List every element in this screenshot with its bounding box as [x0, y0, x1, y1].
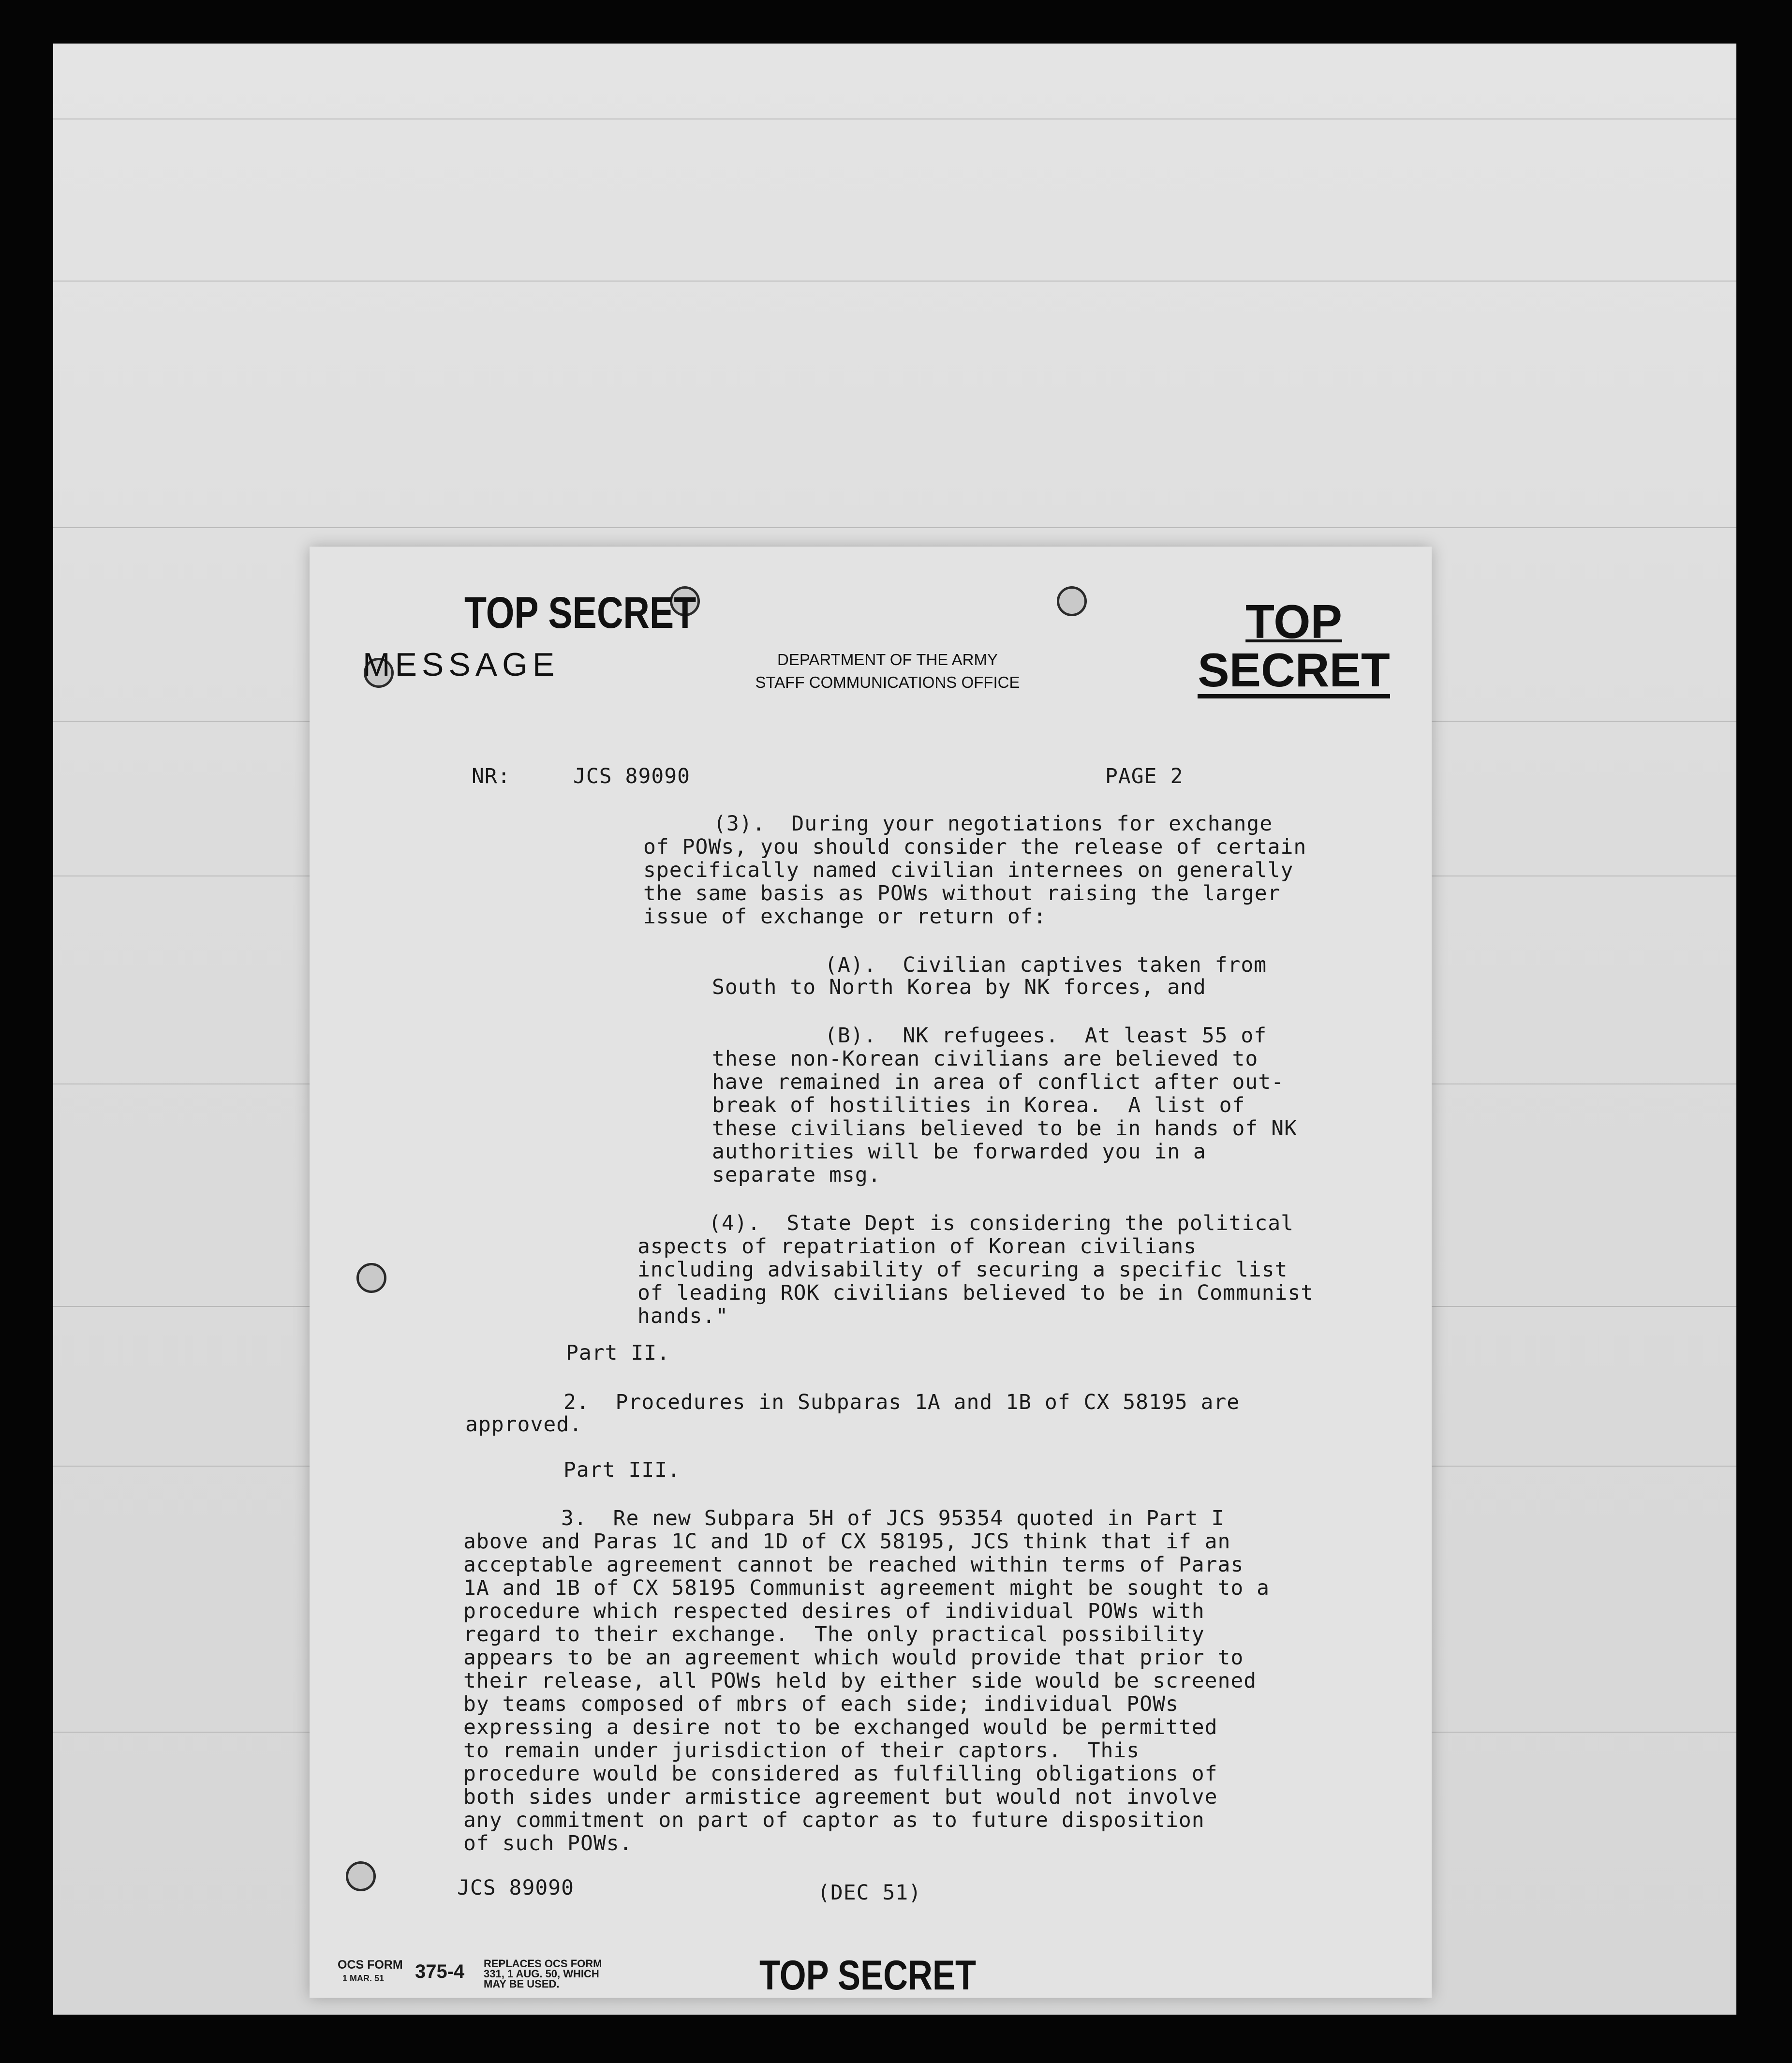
punch-hole: [1057, 586, 1087, 616]
department-name: DEPARTMENT OF THE ARMY: [777, 651, 998, 668]
form-replaces-note: [484, 1959, 602, 1989]
stamp-line-2: SECRET: [1198, 646, 1390, 698]
text-line: separate msg.: [712, 1163, 881, 1187]
text-line: any commitment on part of captor as to future disposition: [463, 1808, 1205, 1832]
text-line: by teams composed of mbrs of each side; individual POWs: [463, 1692, 1179, 1716]
nr-label: NR:: [472, 764, 511, 788]
classification-footer: TOP SECRET: [759, 1952, 977, 1999]
footer-date: (DEC 51): [817, 1881, 922, 1905]
text-line: South to North Korea by NK forces, and: [712, 975, 1206, 999]
text-line: procedure which respected desires of individual POWs with: [463, 1599, 1205, 1623]
classification-stamp: [1175, 597, 1412, 698]
part-heading: Part III.: [563, 1458, 681, 1482]
text-line: these non-Korean civilians are believed to: [712, 1047, 1259, 1071]
text-line: specifically named civilian internees on generally: [643, 858, 1294, 882]
text-line: (3). During your negotiations for exchange: [713, 812, 1273, 836]
text-line: break of hostilities in Korea. A list of: [712, 1093, 1245, 1117]
message-label: MESSAGE: [363, 646, 560, 683]
classification-header: TOP SECRET: [464, 588, 696, 638]
text-line: authorities will be forwarded you in a: [712, 1140, 1206, 1164]
text-line: to remain under jurisdiction of their captors. This: [463, 1738, 1140, 1763]
text-line: both sides under armistice agreement but would not involve: [463, 1785, 1218, 1809]
part-heading: Part II.: [566, 1341, 670, 1365]
text-line: of leading ROK civilians believed to be in Communist: [637, 1281, 1314, 1305]
text-line: of POWs, you should consider the release of certain: [643, 835, 1307, 859]
text-line: approved.: [465, 1412, 582, 1437]
text-line: aspects of repatriation of Korean civilians: [637, 1234, 1197, 1259]
text-line: above and Paras 1C and 1D of CX 58195, JCS think that if an: [463, 1529, 1231, 1554]
form-number: 375-4: [415, 1961, 465, 1982]
text-line: (A). Civilian captives taken from: [825, 953, 1267, 977]
text-line: appears to be an agreement which would provide that prior to: [463, 1646, 1244, 1670]
text-line: the same basis as POWs without raising the larger: [643, 881, 1281, 905]
department-block: [747, 648, 1028, 694]
office-name: STAFF COMMUNICATIONS OFFICE: [755, 673, 1020, 691]
text-line: (4). State Dept is considering the political: [709, 1211, 1294, 1235]
text-line: (B). NK refugees. At least 55 of: [825, 1024, 1267, 1048]
text-line: 3. Re new Subpara 5H of JCS 95354 quoted in Part I: [561, 1506, 1225, 1530]
punch-hole: [346, 1861, 376, 1891]
text-line: 2. Procedures in Subparas 1A and 1B of CX 58195 are: [563, 1390, 1240, 1414]
text-line: regard to their exchange. The only practical possibility: [463, 1622, 1205, 1647]
page-number: PAGE 2: [1105, 764, 1184, 788]
form-date: 1 MAR. 51: [342, 1974, 385, 1983]
form-replaces-line: MAY BE USED.: [484, 1978, 560, 1990]
form-replaces-line: REPLACES OCS FORM: [484, 1958, 602, 1970]
text-line: their release, all POWs held by either side would be screened: [463, 1669, 1257, 1693]
text-line: expressing a desire not to be exchanged would be permitted: [463, 1715, 1218, 1739]
text-line: issue of exchange or return of:: [643, 905, 1047, 929]
text-line: of such POWs.: [463, 1831, 633, 1855]
punch-hole: [356, 1263, 386, 1293]
text-line: 1A and 1B of CX 58195 Communist agreement might be sought to a: [463, 1576, 1270, 1600]
footer-reference: JCS 89090: [457, 1876, 574, 1900]
text-line: hands.": [637, 1304, 729, 1328]
form-replaces-line: 331, 1 AUG. 50, WHICH: [484, 1968, 599, 1980]
text-line: have remained in area of conflict after out-: [712, 1070, 1285, 1094]
form-label: OCS FORM: [338, 1958, 403, 1972]
text-line: including advisability of securing a specific list: [637, 1258, 1288, 1282]
text-line: these civilians believed to be in hands of NK: [712, 1116, 1297, 1141]
stamp-line-1: TOP: [1245, 595, 1342, 648]
text-line: acceptable agreement cannot be reached within terms of Paras: [463, 1553, 1244, 1577]
text-line: procedure would be considered as fulfilling obligations of: [463, 1762, 1218, 1786]
nr-value: JCS 89090: [573, 764, 690, 788]
